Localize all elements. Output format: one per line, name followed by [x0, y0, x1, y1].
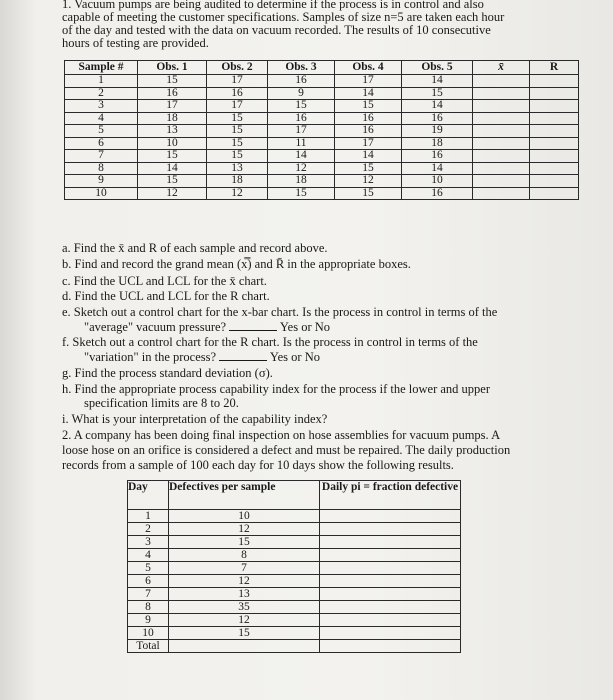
cell: 11 — [268, 137, 335, 150]
problem2-intro-line1: 2. A company has been doing final inspection on hose assemblies for vacuum pumps. A — [62, 428, 501, 442]
cell: 14 — [335, 150, 402, 163]
fraction-cell[interactable] — [320, 536, 461, 549]
problem2-intro-line2: loose hose on an orifice is considered a defect and must be repaired. The daily production — [62, 443, 511, 457]
cell: 15 — [169, 536, 320, 549]
cell: 15 — [138, 75, 207, 88]
intro-line: capable of meeting the customer specifications. Samples of size n=5 are taken each hour — [62, 10, 505, 24]
cell: 15 — [138, 175, 207, 188]
range-cell[interactable] — [530, 87, 579, 100]
cell: 16 — [335, 112, 402, 125]
cell: 10 — [138, 137, 207, 150]
cell: 4 — [128, 549, 169, 562]
cell: 12 — [138, 187, 207, 200]
cell: 3 — [128, 536, 169, 549]
table-header-row — [65, 61, 579, 75]
total-fraction-cell[interactable] — [320, 640, 461, 653]
question-e-line2 — [84, 320, 330, 334]
cell: 12 — [207, 187, 268, 200]
xbar-cell[interactable] — [473, 125, 530, 138]
fraction-cell[interactable] — [320, 627, 461, 640]
xbar-cell[interactable] — [473, 75, 530, 88]
header-defectives: Defectives per sample — [169, 481, 320, 510]
cell: 2 — [128, 523, 169, 536]
cell: 9 — [128, 614, 169, 627]
table-row — [65, 112, 579, 125]
header-obs3: Obs. 3 — [268, 61, 335, 75]
cell: 18 — [207, 175, 268, 188]
cell: 16 — [402, 150, 473, 163]
question-f-line1: f. Sketch out a control chart for the R chart. Is the process in control in terms of the — [62, 335, 478, 349]
table-row — [65, 100, 579, 113]
yes-no-f: Yes or No — [269, 350, 320, 364]
cell: 13 — [169, 588, 320, 601]
total-defectives-cell[interactable] — [169, 640, 320, 653]
cell: 6 — [65, 137, 138, 150]
cell: 17 — [335, 137, 402, 150]
cell: 15 — [207, 112, 268, 125]
cell: 1 — [128, 510, 169, 523]
cell: 7 — [169, 562, 320, 575]
fraction-cell[interactable] — [320, 562, 461, 575]
table-row — [65, 187, 579, 200]
intro-line: of the day and tested with the data on vacuum recorded. The results of 10 consecutive — [62, 23, 491, 37]
cell: 18 — [402, 137, 473, 150]
table-row — [128, 536, 461, 549]
table-row — [65, 175, 579, 188]
header-sample: Sample # — [65, 61, 138, 75]
header-obs1: Obs. 1 — [138, 61, 207, 75]
cell: 15 — [169, 627, 320, 640]
question-d: d. Find the UCL and LCL for the R chart. — [62, 289, 270, 303]
xbar-cell[interactable] — [473, 112, 530, 125]
xbar-cell[interactable] — [473, 175, 530, 188]
fraction-cell[interactable] — [320, 601, 461, 614]
cell: 14 — [335, 87, 402, 100]
question-a: a. Find the x̄ and R of each sample and record above. — [62, 241, 328, 255]
header-obs2: Obs. 2 — [207, 61, 268, 75]
table-row — [128, 510, 461, 523]
cell: 15 — [268, 187, 335, 200]
question-h-line1: h. Find the appropriate process capability index for the process if the lower and upper — [62, 382, 490, 396]
cell: 5 — [128, 562, 169, 575]
xbar-cell[interactable] — [473, 100, 530, 113]
cell: 6 — [128, 575, 169, 588]
cell: 5 — [65, 125, 138, 138]
cell: 12 — [268, 162, 335, 175]
answer-blank-e[interactable] — [229, 320, 277, 331]
cell: 19 — [402, 125, 473, 138]
cell: 12 — [335, 175, 402, 188]
cell: 9 — [65, 175, 138, 188]
problem2-intro-line3: records from a sample of 100 each day for 10 days show the following results. — [62, 458, 454, 472]
question-b: b. Find and record the grand mean (x̿) and R̄ in the appropriate boxes. — [62, 257, 411, 271]
header-obs4: Obs. 4 — [335, 61, 402, 75]
xbar-cell[interactable] — [473, 162, 530, 175]
table-row — [128, 614, 461, 627]
yes-no-e: Yes or No — [279, 320, 331, 334]
header-obs5: Obs. 5 — [402, 61, 473, 75]
table-row — [128, 588, 461, 601]
cell: 12 — [169, 614, 320, 627]
intro-line: 1. Vacuum pumps are being audited to determine if the process is in control and also — [62, 0, 484, 11]
cell: 15 — [268, 100, 335, 113]
table-row — [65, 137, 579, 150]
cell: 2 — [65, 87, 138, 100]
question-h-line2: specification limits are 8 to 20. — [84, 396, 239, 410]
table-row — [128, 523, 461, 536]
cell: 13 — [138, 125, 207, 138]
question-f-text: "variation" in the process? — [84, 350, 217, 364]
question-f-line2 — [84, 350, 320, 364]
cell: 12 — [169, 523, 320, 536]
table-row — [65, 87, 579, 100]
cell: 17 — [138, 100, 207, 113]
cell: 14 — [402, 100, 473, 113]
xbar-cell[interactable] — [473, 137, 530, 150]
cell: 16 — [138, 87, 207, 100]
cell: 17 — [207, 100, 268, 113]
cell: 16 — [268, 112, 335, 125]
table-row — [65, 162, 579, 175]
cell: 15 — [138, 150, 207, 163]
table-row — [128, 562, 461, 575]
cell: 9 — [268, 87, 335, 100]
xbar-cell[interactable] — [473, 150, 530, 163]
header-day: Day — [128, 481, 169, 510]
range-cell[interactable] — [530, 100, 579, 113]
header-xbar: x̄ — [473, 61, 530, 75]
table-row — [128, 575, 461, 588]
fraction-cell[interactable] — [320, 510, 461, 523]
range-cell[interactable] — [530, 187, 579, 200]
cell: 14 — [138, 162, 207, 175]
cell: 10 — [65, 187, 138, 200]
cell: 12 — [169, 575, 320, 588]
range-cell[interactable] — [530, 175, 579, 188]
problem1-intro — [62, 0, 602, 50]
cell: 10 — [169, 510, 320, 523]
cell: 16 — [402, 112, 473, 125]
cell: 15 — [402, 87, 473, 100]
fraction-cell[interactable] — [320, 523, 461, 536]
cell: 17 — [268, 125, 335, 138]
header-range: R — [530, 61, 579, 75]
fraction-cell[interactable] — [320, 588, 461, 601]
vacuum-data-table — [64, 60, 579, 200]
cell: 7 — [128, 588, 169, 601]
cell: 10 — [128, 627, 169, 640]
header-fraction-defective: Daily pi = fraction defective — [320, 481, 461, 510]
cell: 17 — [335, 75, 402, 88]
table-row — [128, 601, 461, 614]
cell: 17 — [207, 75, 268, 88]
fraction-cell[interactable] — [320, 575, 461, 588]
total-label: Total — [128, 640, 169, 653]
range-cell[interactable] — [530, 137, 579, 150]
range-cell[interactable] — [530, 150, 579, 163]
question-e-line1: e. Sketch out a control chart for the x-bar chart. Is the process in control in terms of the — [62, 305, 498, 319]
fraction-cell[interactable] — [320, 614, 461, 627]
cell: 14 — [402, 162, 473, 175]
cell: 15 — [335, 100, 402, 113]
xbar-cell[interactable] — [473, 87, 530, 100]
cell: 10 — [402, 175, 473, 188]
defectives-table — [127, 480, 461, 653]
table-row — [65, 75, 579, 88]
question-g: g. Find the process standard deviation (σ). — [62, 366, 273, 380]
cell: 16 — [268, 75, 335, 88]
question-i: i. What is your interpretation of the capability index? — [62, 412, 328, 426]
cell: 35 — [169, 601, 320, 614]
question-c: c. Find the UCL and LCL for the x̄ chart. — [62, 274, 267, 288]
cell: 15 — [335, 187, 402, 200]
fraction-cell[interactable] — [320, 549, 461, 562]
cell: 15 — [207, 137, 268, 150]
cell: 7 — [65, 150, 138, 163]
cell: 14 — [402, 75, 473, 88]
cell: 18 — [138, 112, 207, 125]
table-row — [65, 150, 579, 163]
cell: 1 — [65, 75, 138, 88]
cell: 4 — [65, 112, 138, 125]
table-row — [128, 627, 461, 640]
answer-blank-f[interactable] — [219, 350, 267, 361]
range-cell[interactable] — [530, 75, 579, 88]
cell: 16 — [207, 87, 268, 100]
cell: 15 — [335, 162, 402, 175]
cell: 16 — [402, 187, 473, 200]
table-header-row — [128, 481, 461, 510]
cell: 14 — [268, 150, 335, 163]
cell: 8 — [65, 162, 138, 175]
range-cell[interactable] — [530, 125, 579, 138]
cell: 8 — [128, 601, 169, 614]
cell: 15 — [207, 150, 268, 163]
cell: 3 — [65, 100, 138, 113]
table-row — [65, 125, 579, 138]
range-cell[interactable] — [530, 112, 579, 125]
intro-line: hours of testing are provided. — [62, 36, 209, 50]
cell: 18 — [268, 175, 335, 188]
cell: 13 — [207, 162, 268, 175]
question-e-text: "average" vacuum pressure? — [84, 320, 227, 334]
table-total-row — [128, 640, 461, 653]
cell: 8 — [169, 549, 320, 562]
cell: 15 — [207, 125, 268, 138]
table-row — [128, 549, 461, 562]
range-cell[interactable] — [530, 162, 579, 175]
cell: 16 — [335, 125, 402, 138]
xbar-cell[interactable] — [473, 187, 530, 200]
